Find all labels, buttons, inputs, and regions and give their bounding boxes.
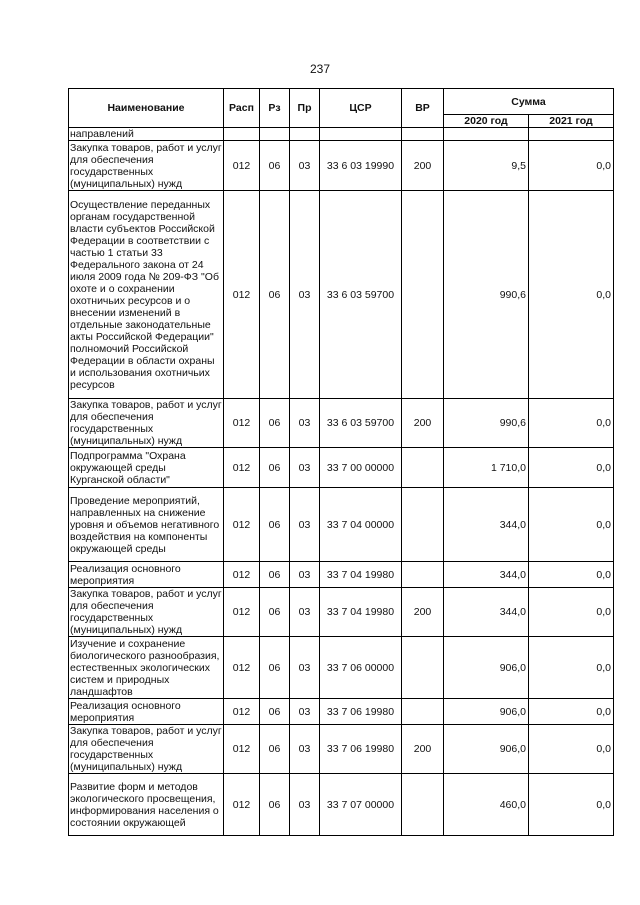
cell-2020 (444, 128, 529, 141)
cell-pr: 03 (290, 399, 320, 448)
header-vr: ВР (402, 89, 444, 128)
header-rasp: Расп (224, 89, 260, 128)
cell-name: Закупка товаров, работ и услуг для обеспечения государственных (муниципальных) нужд (70, 141, 222, 190)
cell-2020: 906,0 (444, 699, 529, 725)
table-row (69, 488, 614, 562)
cell-csr (320, 128, 402, 141)
cell-vr (402, 191, 444, 399)
table-row (69, 128, 614, 141)
cell-2020: 9,5 (444, 141, 529, 191)
table-row (69, 637, 614, 699)
cell-rz: 06 (260, 725, 290, 774)
cell-csr: 33 7 04 19980 (320, 562, 402, 588)
table-row (69, 588, 614, 637)
cell-csr: 33 6 03 59700 (320, 191, 402, 399)
table-body (69, 128, 614, 836)
cell-2020: 344,0 (444, 588, 529, 637)
header-name: Наименование (69, 89, 224, 128)
cell-vr (402, 774, 444, 836)
cell-vr (402, 488, 444, 562)
cell-2021: 0,0 (529, 562, 614, 588)
cell-rasp: 012 (224, 774, 260, 836)
cell-2021: 0,0 (529, 725, 614, 774)
cell-2021: 0,0 (529, 141, 614, 191)
cell-vr (402, 448, 444, 488)
cell-2020: 906,0 (444, 725, 529, 774)
table-row (69, 699, 614, 725)
cell-rz: 06 (260, 637, 290, 699)
cell-2021: 0,0 (529, 448, 614, 488)
cell-vr: 200 (402, 588, 444, 637)
header-rz: Рз (260, 89, 290, 128)
budget-table (68, 88, 614, 836)
cell-rasp: 012 (224, 191, 260, 399)
cell-2021: 0,0 (529, 588, 614, 637)
cell-pr: 03 (290, 141, 320, 191)
cell-pr: 03 (290, 699, 320, 725)
cell-pr: 03 (290, 774, 320, 836)
cell-2021: 0,0 (529, 191, 614, 399)
cell-csr: 33 7 07 00000 (320, 774, 402, 836)
cell-2020: 460,0 (444, 774, 529, 836)
cell-csr: 33 7 04 19980 (320, 588, 402, 637)
header-csr: ЦСР (320, 89, 402, 128)
cell-rz: 06 (260, 562, 290, 588)
cell-rasp: 012 (224, 725, 260, 774)
cell-2020: 990,6 (444, 191, 529, 399)
table-row (69, 725, 614, 774)
cell-rasp: 012 (224, 562, 260, 588)
cell-name: Изучение и сохранение биологического разнообразия, естественных экологических систем и природных ландшафтов (69, 637, 224, 699)
cell-name: Закупка товаров, работ и услуг для обеспечения государственных (муниципальных) нужд (70, 399, 222, 447)
cell-rasp: 012 (224, 588, 260, 637)
cell-2021: 0,0 (529, 488, 614, 562)
cell-csr: 33 6 03 59700 (320, 399, 402, 448)
cell-name: Подпрограмма "Охрана окружающей среды Курганской области" (69, 448, 224, 488)
cell-2021 (529, 128, 614, 141)
cell-rz: 06 (260, 191, 290, 399)
cell-2021: 0,0 (529, 774, 614, 836)
cell-2020: 1 710,0 (444, 448, 529, 488)
page-number: 237 (309, 62, 331, 76)
cell-rz: 06 (260, 699, 290, 725)
cell-2021: 0,0 (529, 637, 614, 699)
cell-pr: 03 (290, 191, 320, 399)
header-pr: Пр (290, 89, 320, 128)
header-2020: 2020 год (444, 115, 529, 128)
cell-pr: 03 (290, 637, 320, 699)
cell-name: Осуществление переданных органам государственной власти субъектов Российской Федерации в соответствии с частью 1 статьи 33 Федерального закона от 24 июля 2009 года № 209-ФЗ "Об охоте и о сохранении охотничьих ресурсов и о внесении изменений в отдельные законодательные акты Российской Федерации" полномочий Российской Федерации в области охраны и использования охотничьих ресурсов (69, 191, 224, 399)
cell-name: Закупка товаров, работ и услуг для обеспечения государственных (муниципальных) нужд (70, 588, 222, 636)
table-row (69, 399, 614, 448)
cell-csr: 33 7 04 00000 (320, 488, 402, 562)
table-row (69, 141, 614, 191)
cell-csr: 33 7 06 00000 (320, 637, 402, 699)
cell-rasp: 012 (224, 699, 260, 725)
cell-pr: 03 (290, 725, 320, 774)
cell-rz: 06 (260, 588, 290, 637)
cell-rz: 06 (260, 488, 290, 562)
cell-pr: 03 (290, 588, 320, 637)
cell-2020: 906,0 (444, 637, 529, 699)
header-2021: 2021 год (529, 115, 614, 128)
cell-pr: 03 (290, 488, 320, 562)
table-row (69, 774, 614, 836)
table-row (69, 191, 614, 399)
cell-rz (260, 128, 290, 141)
cell-name: Проведение мероприятий, направленных на снижение уровня и объемов негативного воздействия на компоненты окружающей среды (69, 488, 224, 562)
header-sum: Сумма (444, 89, 614, 115)
cell-2021: 0,0 (529, 699, 614, 725)
cell-pr (290, 128, 320, 141)
cell-2020: 990,6 (444, 399, 529, 448)
cell-2020: 344,0 (444, 562, 529, 588)
cell-rz: 06 (260, 448, 290, 488)
cell-vr: 200 (402, 725, 444, 774)
cell-csr: 33 7 06 19980 (320, 725, 402, 774)
cell-vr: 200 (402, 141, 444, 191)
table-row (69, 562, 614, 588)
cell-vr (402, 637, 444, 699)
cell-rasp: 012 (224, 448, 260, 488)
cell-rasp: 012 (224, 141, 260, 191)
cell-name: Развитие форм и методов экологического просвещения, информирования населения о состоянии окружающей (69, 774, 224, 836)
cell-rasp: 012 (224, 488, 260, 562)
cell-rasp (224, 128, 260, 141)
cell-name: направлений (69, 128, 224, 141)
cell-pr: 03 (290, 448, 320, 488)
cell-rz: 06 (260, 141, 290, 191)
cell-vr: 200 (402, 399, 444, 448)
cell-csr: 33 7 06 19980 (320, 699, 402, 725)
cell-csr: 33 6 03 19990 (320, 141, 402, 191)
cell-2020: 344,0 (444, 488, 529, 562)
cell-rz: 06 (260, 774, 290, 836)
cell-vr (402, 562, 444, 588)
cell-pr: 03 (290, 562, 320, 588)
cell-vr (402, 128, 444, 141)
cell-rz: 06 (260, 399, 290, 448)
cell-csr: 33 7 00 00000 (320, 448, 402, 488)
cell-name: Закупка товаров, работ и услуг для обеспечения государственных (муниципальных) нужд (70, 725, 222, 773)
cell-name: Реализация основного мероприятия (69, 699, 224, 725)
cell-vr (402, 699, 444, 725)
cell-name: Реализация основного мероприятия (69, 562, 224, 588)
cell-2021: 0,0 (529, 399, 614, 448)
cell-rasp: 012 (224, 637, 260, 699)
cell-rasp: 012 (224, 399, 260, 448)
table-row (69, 448, 614, 488)
